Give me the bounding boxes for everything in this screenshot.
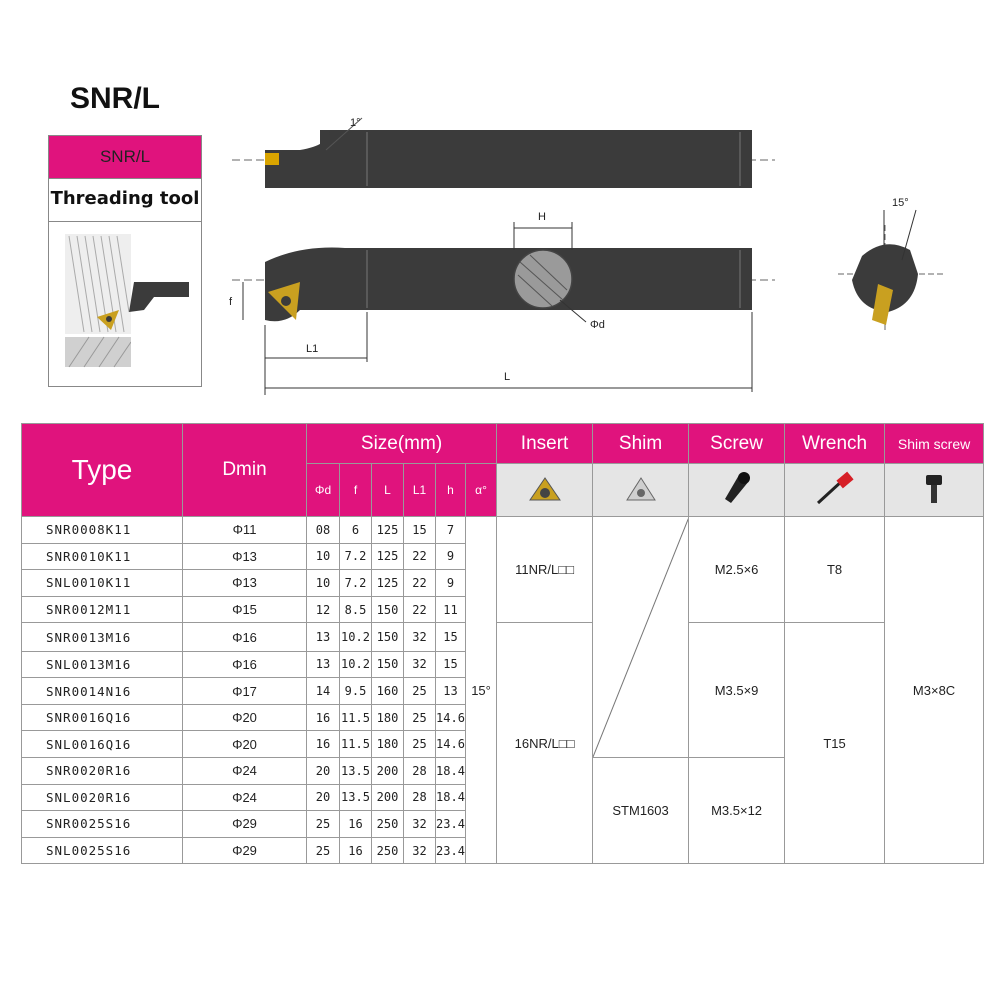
screw-icon xyxy=(689,464,785,517)
f-cell: 7.2 xyxy=(340,543,372,570)
insert-icon xyxy=(497,464,593,517)
alpha-cell: 15° xyxy=(466,517,497,864)
f-cell: 13.5 xyxy=(340,758,372,785)
screw-cell-small: M2.5×6 xyxy=(689,517,785,623)
phid-cell: 12 xyxy=(307,596,340,623)
header-shim: Shim xyxy=(593,424,689,464)
card-subtitle: Threading tool xyxy=(49,179,201,222)
dim-phid-label: Φd xyxy=(590,319,605,331)
l-cell: 125 xyxy=(372,517,404,544)
l-cell: 180 xyxy=(372,704,404,731)
phid-cell: 20 xyxy=(307,758,340,785)
subheader-f: f xyxy=(340,464,372,517)
screw-cell-large: M3.5×12 xyxy=(689,758,785,864)
wrench-cell-large: T15 xyxy=(785,623,885,864)
l-cell: 125 xyxy=(372,543,404,570)
page-title: SNR/L xyxy=(70,82,160,115)
type-cell: SNR0010K11 xyxy=(22,543,183,570)
h-cell: 23.4 xyxy=(436,837,466,864)
l1-cell: 25 xyxy=(404,704,436,731)
f-cell: 10.2 xyxy=(340,623,372,651)
wrench-cell-small: T8 xyxy=(785,517,885,623)
header-size: Size(mm) xyxy=(307,424,497,464)
f-cell: 11.5 xyxy=(340,731,372,758)
angle-top-label: 1° xyxy=(350,117,361,129)
shim-icon xyxy=(593,464,689,517)
type-cell: SNL0016Q16 xyxy=(22,731,183,758)
dmin-cell: Φ15 xyxy=(183,596,307,623)
h-cell: 15 xyxy=(436,623,466,651)
h-cell: 7 xyxy=(436,517,466,544)
h-cell: 18.4 xyxy=(436,758,466,785)
phid-cell: 13 xyxy=(307,623,340,651)
f-cell: 6 xyxy=(340,517,372,544)
header-wrench: Wrench xyxy=(785,424,885,464)
type-cell: SNR0012M11 xyxy=(22,596,183,623)
dmin-cell: Φ17 xyxy=(183,678,307,705)
dmin-cell: Φ16 xyxy=(183,623,307,651)
spec-rows xyxy=(22,517,984,864)
type-cell: SNL0020R16 xyxy=(22,784,183,811)
l1-cell: 25 xyxy=(404,731,436,758)
h-cell: 11 xyxy=(436,596,466,623)
type-cell: SNL0025S16 xyxy=(22,837,183,864)
screw-cell-mid: M3.5×9 xyxy=(689,623,785,758)
f-cell: 10.2 xyxy=(340,651,372,678)
phid-cell: 13 xyxy=(307,651,340,678)
l1-cell: 32 xyxy=(404,651,436,678)
type-cell: SNL0010K11 xyxy=(22,570,183,597)
l1-cell: 28 xyxy=(404,758,436,785)
subheader-phid: Φd xyxy=(307,464,340,517)
dmin-cell: Φ13 xyxy=(183,543,307,570)
l-cell: 180 xyxy=(372,731,404,758)
header-type: Type xyxy=(22,424,183,517)
end-view-drawing xyxy=(838,197,945,330)
phid-cell: 14 xyxy=(307,678,340,705)
dmin-cell: Φ16 xyxy=(183,651,307,678)
spec-table xyxy=(21,423,984,864)
dim-h-label: H xyxy=(538,211,546,223)
h-cell: 18.4 xyxy=(436,784,466,811)
type-cell: SNR0025S16 xyxy=(22,811,183,838)
f-cell: 11.5 xyxy=(340,704,372,731)
l1-cell: 32 xyxy=(404,837,436,864)
insert-cell-large: 16NR/L□□ xyxy=(497,623,593,864)
f-cell: 16 xyxy=(340,837,372,864)
subheader-l: L xyxy=(372,464,404,517)
phid-cell: 10 xyxy=(307,570,340,597)
side-view-drawing xyxy=(229,211,775,395)
card-header: SNR/L xyxy=(49,136,201,179)
dim-l1-label: L1 xyxy=(306,343,319,355)
subheader-h: h xyxy=(436,464,466,517)
h-cell: 13 xyxy=(436,678,466,705)
f-cell: 13.5 xyxy=(340,784,372,811)
f-cell: 7.2 xyxy=(340,570,372,597)
insert-cell-small: 11NR/L□□ xyxy=(497,517,593,623)
dmin-cell: Φ20 xyxy=(183,731,307,758)
table-row xyxy=(22,623,984,651)
header-dmin: Dmin xyxy=(183,424,307,517)
h-cell: 14.6 xyxy=(436,731,466,758)
l1-cell: 22 xyxy=(404,596,436,623)
subheader-l1: L1 xyxy=(404,464,436,517)
l1-cell: 25 xyxy=(404,678,436,705)
h-cell: 23.4 xyxy=(436,811,466,838)
l-cell: 250 xyxy=(372,811,404,838)
l1-cell: 22 xyxy=(404,570,436,597)
dmin-cell: Φ11 xyxy=(183,517,307,544)
dmin-cell: Φ29 xyxy=(183,837,307,864)
f-cell: 8.5 xyxy=(340,596,372,623)
phid-cell: 25 xyxy=(307,837,340,864)
phid-cell: 16 xyxy=(307,704,340,731)
l-cell: 250 xyxy=(372,837,404,864)
l-cell: 200 xyxy=(372,758,404,785)
phid-cell: 16 xyxy=(307,731,340,758)
l-cell: 200 xyxy=(372,784,404,811)
type-cell: SNR0014N16 xyxy=(22,678,183,705)
shim-screw-icon xyxy=(885,464,984,517)
dmin-cell: Φ24 xyxy=(183,758,307,785)
phid-cell: 20 xyxy=(307,784,340,811)
shim-screw-cell: M3×8C xyxy=(885,517,984,864)
dmin-cell: Φ29 xyxy=(183,811,307,838)
type-cell: SNR0013M16 xyxy=(22,623,183,651)
top-view-drawing xyxy=(232,117,775,188)
h-cell: 9 xyxy=(436,570,466,597)
dmin-cell: Φ13 xyxy=(183,570,307,597)
type-cell: SNR0016Q16 xyxy=(22,704,183,731)
l1-cell: 32 xyxy=(404,811,436,838)
dim-l-label: L xyxy=(504,371,511,383)
phid-cell: 10 xyxy=(307,543,340,570)
h-cell: 9 xyxy=(436,543,466,570)
table-row xyxy=(22,517,984,544)
dmin-cell: Φ20 xyxy=(183,704,307,731)
phid-cell: 08 xyxy=(307,517,340,544)
card-illustration xyxy=(49,222,201,387)
f-cell: 16 xyxy=(340,811,372,838)
shim-diagonal-line xyxy=(593,517,689,757)
dmin-cell: Φ24 xyxy=(183,784,307,811)
header-screw: Screw xyxy=(689,424,785,464)
h-cell: 15 xyxy=(436,651,466,678)
type-cell: SNL0013M16 xyxy=(22,651,183,678)
product-card xyxy=(48,135,202,387)
l-cell: 125 xyxy=(372,570,404,597)
l-cell: 150 xyxy=(372,623,404,651)
l1-cell: 22 xyxy=(404,543,436,570)
l1-cell: 15 xyxy=(404,517,436,544)
subheader-alpha: α° xyxy=(466,464,497,517)
type-cell: SNR0020R16 xyxy=(22,758,183,785)
h-cell: 14.6 xyxy=(436,704,466,731)
shim-cell-diagonal xyxy=(593,517,689,758)
f-cell: 9.5 xyxy=(340,678,372,705)
header-shim-screw: Shim screw xyxy=(885,424,984,464)
shim-cell: STM1603 xyxy=(593,758,689,864)
l-cell: 160 xyxy=(372,678,404,705)
l1-cell: 28 xyxy=(404,784,436,811)
l-cell: 150 xyxy=(372,596,404,623)
angle-side-label: 15° xyxy=(892,197,909,209)
phid-cell: 25 xyxy=(307,811,340,838)
wrench-icon xyxy=(785,464,885,517)
type-cell: SNR0008K11 xyxy=(22,517,183,544)
header-insert: Insert xyxy=(497,424,593,464)
l1-cell: 32 xyxy=(404,623,436,651)
l-cell: 150 xyxy=(372,651,404,678)
dim-f-label: f xyxy=(229,296,233,308)
